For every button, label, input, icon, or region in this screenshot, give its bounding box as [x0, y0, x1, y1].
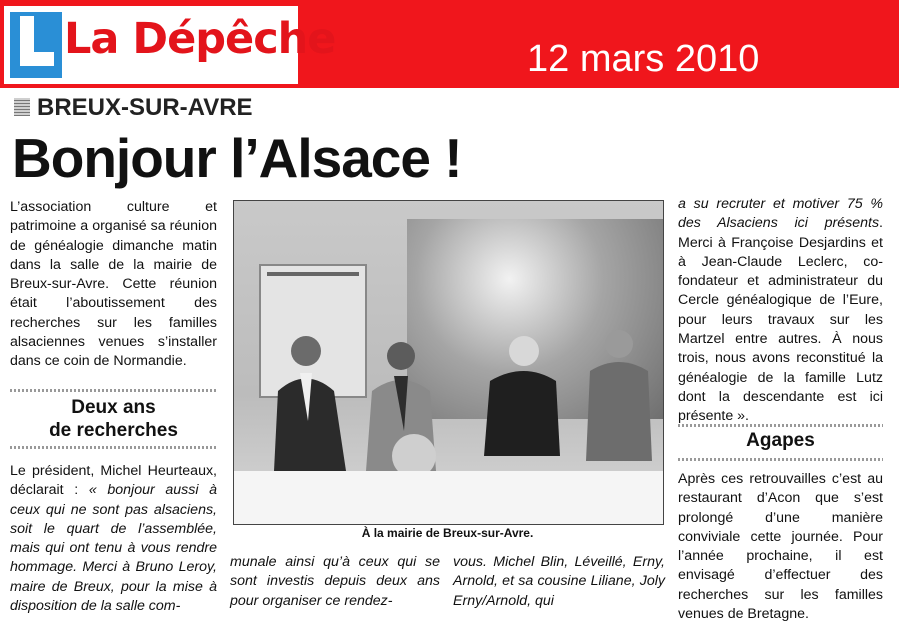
- column-3-text: vous. Michel Blin, Léveillé, Erny, Arnold, et sa cousine Liliane, Joly Erny/Arnold, qui: [453, 554, 665, 609]
- section-divider: [678, 424, 883, 427]
- newspaper-banner: [0, 0, 899, 88]
- subhead-line-1: Deux ans: [71, 397, 156, 418]
- section-divider: [10, 389, 217, 392]
- column-4: [678, 195, 883, 427]
- article-headline: Bonjour l’Alsace !: [12, 127, 462, 189]
- subhead-line-2: de recherches: [49, 420, 178, 441]
- logo-text: La Dépêche: [64, 14, 336, 64]
- column-3: [453, 553, 665, 611]
- photo-caption: À la mairie de Breux-sur-Avre.: [361, 526, 534, 540]
- article-photo: [233, 200, 664, 525]
- column-1-quote: [10, 462, 217, 616]
- column-2-text: munale ainsi qu’à ceux qui se sont investis depuis deux ans pour organiser ce rendez-: [230, 554, 440, 609]
- logo-l-mark-icon: [10, 12, 62, 78]
- intro-paragraph: L’association culture et patrimoine a organisé sa réunion de généalogie dimanche matin dans la salle de la mairie de Breux-sur-Avre. Cette réunion était l’aboutissement des recherches sur les familles alsaciennes venues s’installer dans ce coin de Normandie.: [10, 199, 217, 370]
- column-4-thanks: . Merci à Françoise Desjardins et à Jean-Claude Leclerc, co-fondateur et administrateur du Cercle généalogique de l’Eure, pour leurs travaux sur les Martzel entre autres. À nous trois, nous avons reconstitué la généalogie de la famille Lutz dont la descendante est ici présente ».: [678, 215, 883, 425]
- section-divider: [678, 458, 883, 461]
- column-2: [230, 553, 440, 611]
- newspaper-logo: [4, 6, 336, 84]
- column-4-quote-end: a su recruter et motiver 75 % des Alsaciens ici présents: [678, 196, 883, 232]
- column-4-agapes: [678, 470, 883, 624]
- quote-text: « bonjour aussi à ceux qui ne sont pas alsaciens, soit le quart de l’assemblée, mais qui ont tenu à vous rendre hommage. Merci à Bruno Leroy, maire de Breux, pour la mise à disposition de la salle com-: [10, 482, 218, 615]
- subhead-agapes: Agapes: [746, 430, 815, 451]
- section-divider: [10, 446, 217, 449]
- agapes-paragraph: Après ces retrouvailles c’est au restaurant d’Acon que s’est prolongé d’une manière conviviale cette journée. Pour l’année prochaine, il est envisagé d’effectuer des recherches sur les familles venues de Bretagne.: [678, 471, 883, 623]
- quote-lead: Le président, Michel Heurteaux, déclarait :: [10, 463, 217, 499]
- subhead-deux-ans: [10, 396, 217, 442]
- kicker-square-icon: [14, 98, 30, 116]
- column-1-intro: [10, 198, 217, 372]
- publication-date: 12 mars 2010: [527, 38, 760, 80]
- article-kicker: BREUX-SUR-AVRE: [37, 94, 253, 121]
